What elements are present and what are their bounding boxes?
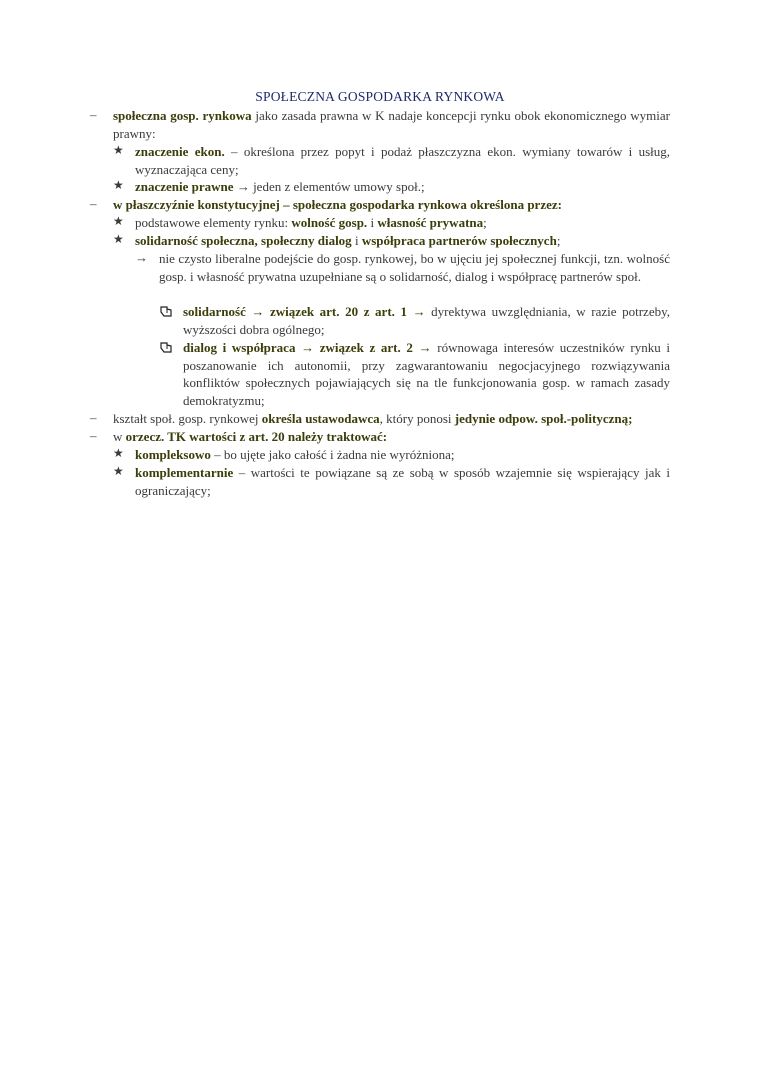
body-text: – określona przez popyt i podaż płaszczyzna ekon. wymiany towarów i usług, wyznaczająca ceny; — [135, 144, 671, 177]
arrow-bullet: → — [135, 250, 148, 265]
star-bullet: ★ — [113, 214, 124, 228]
body-text: w — [113, 429, 126, 444]
subitem-complementarily — [135, 464, 670, 499]
star-bullet: ★ — [113, 143, 124, 157]
star-bullet: ★ — [113, 178, 124, 192]
dash-bullet: – — [90, 428, 97, 443]
bold-heading: w płaszczyźnie konstytucyjnej – społeczna gospodarka rynkowa określona przez: — [113, 197, 562, 212]
bold-term: dialog i współpraca → związek z art. 2 → — [183, 340, 432, 355]
pointing-hand-icon — [159, 340, 173, 354]
body-text: i — [351, 233, 362, 248]
body-text: nie czysto liberalne podejście do gosp. rynkowej, bo w ujęciu jej społecznej funkcji, tzn. wolność gosp. i własność prywatna uzupełniane są o solidarność, dialog i współpracę partnerów społ. — [159, 251, 670, 284]
bold-term: społeczna gosp. rynkowa — [113, 108, 252, 123]
arrow-explanation — [159, 250, 670, 285]
item-market-economy-principle — [113, 107, 670, 142]
bold-term: znaczenie ekon. — [135, 144, 225, 159]
star-bullet: ★ — [113, 232, 124, 246]
bold-term: własność prywatna — [377, 215, 484, 230]
body-text: – wartości te powiązane są ze sobą w sposób wzajemnie się wspierający jak i ograniczający; — [135, 465, 670, 498]
body-text: kształt społ. gosp. rynkowej — [113, 411, 262, 426]
bold-term: orzecz. TK wartości z art. 20 należy traktować: — [125, 429, 388, 444]
body-text: jako zasada prawna w K nadaje koncepcji rynku obok ekonomicznego wymiar prawny: — [113, 108, 670, 141]
bold-term: wolność gosp. — [291, 215, 368, 230]
bold-term: solidarność → związek art. 20 z art. 1 → — [183, 304, 426, 319]
subitem-legal-meaning — [135, 178, 670, 196]
bold-term: solidarność społeczna, społeczny dialog — [135, 233, 352, 248]
subitem-solidarity-dialog — [135, 232, 670, 250]
star-bullet: ★ — [113, 446, 124, 460]
item-constitutional-plane — [113, 196, 670, 214]
body-text: → jeden z elementów umowy społ.; — [233, 179, 425, 194]
subpoint-solidarity-art20 — [183, 303, 670, 338]
star-bullet: ★ — [113, 464, 124, 478]
body-text: – bo ujęte jako całość i żadna nie wyróżniona; — [210, 447, 455, 462]
body-text: równowaga interesów uczestników rynku i poszanowanie ich autonomii, przy zagwarantowaniu negocjacyjnego rozwiązywania konfliktów społecznych pojawiających się na tle funkcjonowania gosp. w ramach zasady demokratyzmu; — [183, 340, 670, 408]
body-text: dyrektywa uwzględniania, w razie potrzeby, wyższości dobra ogólnego; — [183, 304, 670, 337]
pointing-hand-icon — [159, 304, 173, 318]
subitem-economic-meaning — [135, 143, 670, 178]
dash-bullet: – — [90, 410, 97, 425]
subitem-basic-elements — [135, 214, 670, 232]
document-title: SPOŁECZNA GOSPODARKA RYNKOWA — [255, 89, 505, 104]
body-text: podstawowe elementy rynku: — [135, 215, 292, 230]
subpoint-dialog-art2 — [183, 339, 670, 409]
body-text: i — [367, 215, 378, 230]
bold-term: komplementarnie — [135, 465, 234, 480]
body-text: ; — [483, 215, 487, 230]
dash-bullet: – — [90, 107, 97, 122]
bold-term: kompleksowo — [135, 447, 211, 462]
body-text: , który ponosi — [379, 411, 455, 426]
subitem-comprehensively — [135, 446, 670, 464]
item-tk-ruling — [113, 428, 670, 446]
item-legislator — [113, 410, 670, 428]
dash-bullet: – — [90, 196, 97, 211]
bold-term: współpraca partnerów społecznych — [361, 233, 557, 248]
bold-term: znaczenie prawne — [135, 179, 234, 194]
bold-term: jedynie odpow. społ.-polityczną; — [454, 411, 633, 426]
body-text: ; — [556, 233, 561, 248]
bold-term: określa ustawodawca — [261, 411, 380, 426]
